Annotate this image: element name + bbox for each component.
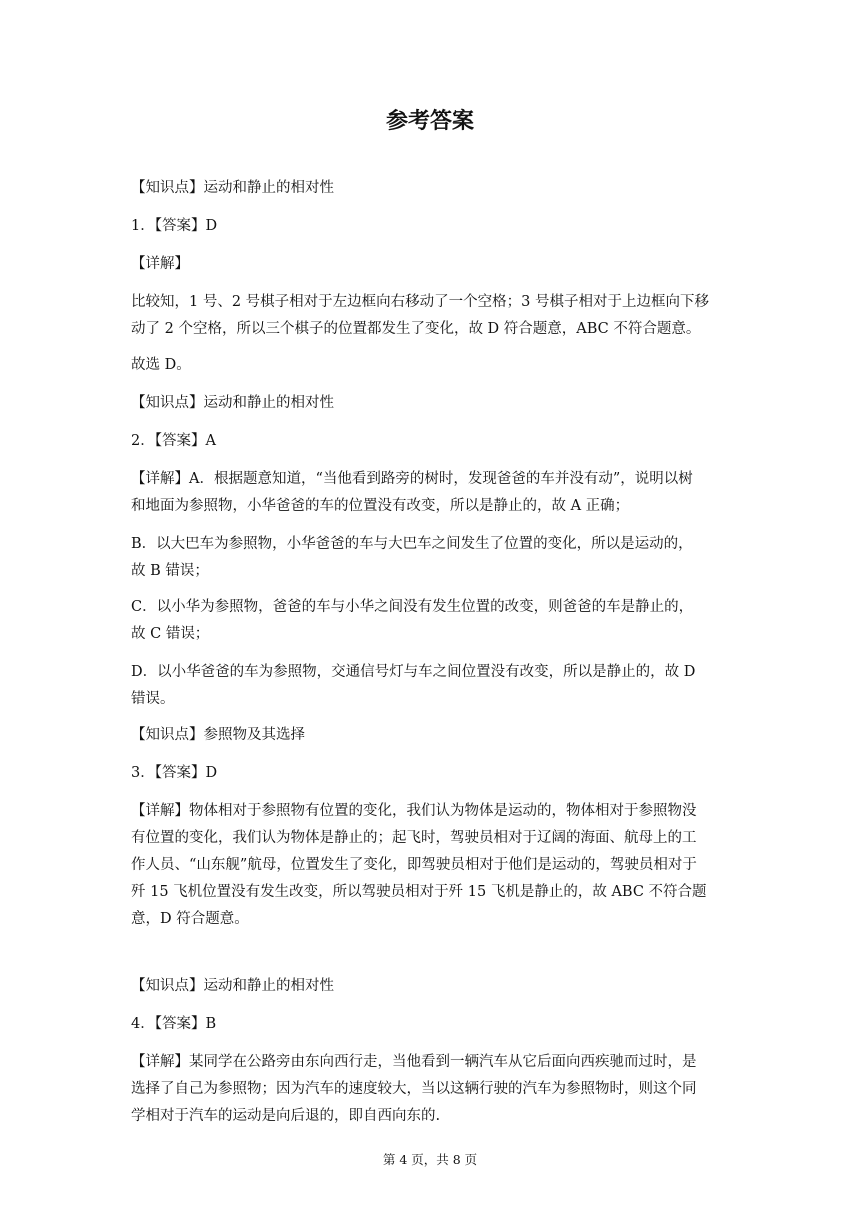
explanation-3-line-3: 作人员、“山东舰”航母，位置发生了变化，即驾驶员相对于他们是运动的，驾驶员相对于 — [131, 857, 697, 873]
knowledge-point-3: 【知识点】参照物及其选择 — [131, 727, 305, 743]
explanation-1-line-1: 比较知，1 号、2 号棋子相对于左边框向右移动了一个空格；3 号棋子相对于上边框向下移 — [131, 294, 709, 310]
option-b-line-2: 故 B 错误； — [131, 563, 209, 579]
explanation-2-line-2: 和地面为参照物，小华爸爸的车的位置没有改变，所以是静止的，故 A 正确； — [131, 498, 630, 514]
answer-1: 1．【答案】D — [131, 218, 218, 234]
explanation-3-line-1: 【详解】物体相对于参照物有位置的变化，我们认为物体是运动的，物体相对于参照物没 — [131, 803, 697, 819]
option-d-line-1: D．以小华爸爸的车为参照物，交通信号灯与车之间位置没有改变，所以是静止的，故 D — [131, 664, 696, 680]
knowledge-point-4: 【知识点】运动和静止的相对性 — [131, 978, 334, 994]
knowledge-point-1: 【知识点】运动和静止的相对性 — [131, 180, 334, 196]
option-c-line-1: C．以小华为参照物，爸爸的车与小华之间没有发生位置的改变，则爸爸的车是静止的， — [131, 599, 694, 615]
option-c-line-2: 故 C 错误； — [131, 626, 210, 642]
explanation-4-line-3: 学相对于汽车的运动是向后退的，即自西向东的. — [131, 1108, 441, 1124]
explanation-3-line-5: 意，D 符合题意。 — [131, 911, 249, 927]
explanation-heading-1: 【详解】 — [131, 256, 189, 272]
explanation-2-line-1: 【详解】A．根据题意知道，“当他看到路旁的树时，发现爸爸的车并没有动”，说明以树 — [131, 471, 693, 487]
conclusion-1: 故选 D。 — [131, 357, 191, 373]
page-number-footer: 第 4 页，共 8 页 — [382, 1152, 478, 1167]
knowledge-point-2: 【知识点】运动和静止的相对性 — [131, 395, 334, 411]
explanation-4-line-1: 【详解】某同学在公路旁由东向西行走，当他看到一辆汽车从它后面向西疾驰而过时，是 — [131, 1054, 697, 1070]
explanation-3-line-4: 歼 15 飞机位置没有发生改变，所以驾驶员相对于歼 15 飞机是静止的，故 ABC 不符合题 — [131, 884, 707, 900]
page-title: 参考答案 — [385, 109, 474, 134]
explanation-1-line-2: 动了 2 个空格，所以三个棋子的位置都发生了变化，故 D 符合题意，ABC 不符合题意。 — [131, 321, 701, 337]
answer-3: 3．【答案】D — [131, 765, 218, 781]
answer-2: 2．【答案】A — [131, 433, 216, 449]
option-b-line-1: B．以大巴车为参照物，小华爸爸的车与大巴车之间发生了位置的变化，所以是运动的， — [131, 536, 693, 552]
option-d-line-2: 错误。 — [131, 691, 175, 707]
explanation-4-line-2: 选择了自己为参照物；因为汽车的速度较大，当以这辆行驶的汽车为参照物时，则这个同 — [131, 1081, 697, 1097]
explanation-3-line-2: 有位置的变化，我们认为物体是静止的；起飞时，驾驶员相对于辽阔的海面、航母上的工 — [131, 830, 697, 846]
answer-4: 4．【答案】B — [131, 1016, 217, 1032]
